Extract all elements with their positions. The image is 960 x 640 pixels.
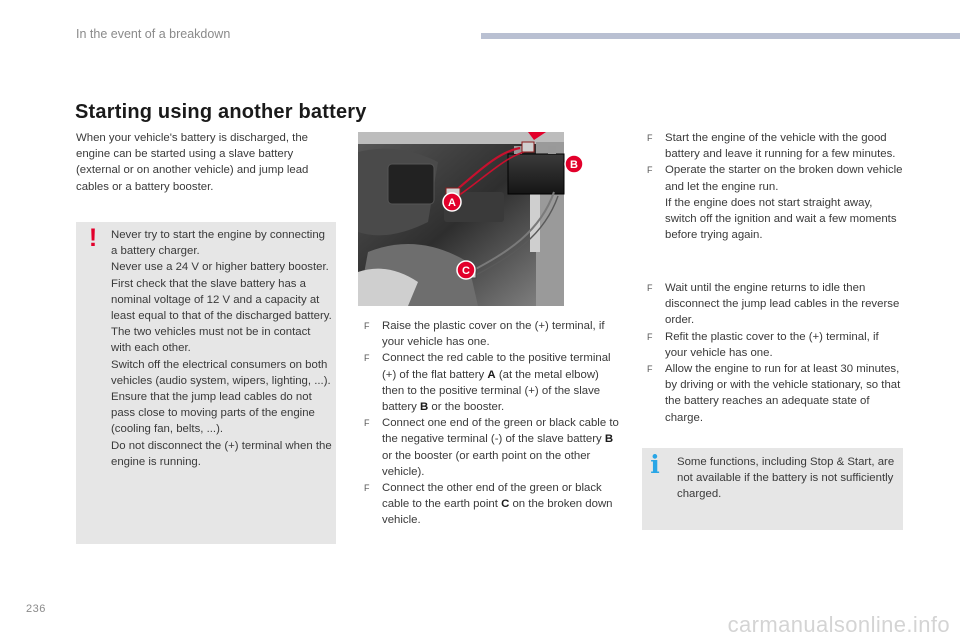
bullet-icon: F xyxy=(364,353,370,364)
bullet-icon: F xyxy=(647,165,653,176)
steps-right-top xyxy=(647,130,903,243)
list-item: F Connect the other end of the green or black cable to the earth point C on the broken down vehicle. xyxy=(364,482,613,527)
exclamation-icon: ! xyxy=(88,224,98,252)
warning-line: First check that the slave battery has a nominal voltage of 12 V and a capacity at least equal to that of the discharged battery. xyxy=(111,277,332,323)
page-title: Starting using another battery xyxy=(75,101,367,123)
warning-line: Never use a 24 V or higher battery booster. xyxy=(111,261,329,274)
warning-line: Never try to start the engine by connecting a battery charger. xyxy=(111,229,326,258)
intro-paragraph: When your vehicle's battery is discharged, the engine can be started using a slave battery (external or on another vehicle) and jump lead cables or a battery booster. xyxy=(76,132,309,193)
label-b: B xyxy=(570,159,578,171)
list-item: F Wait until the engine returns to idle then disconnect the jump lead cables in the reverse order. xyxy=(647,282,900,327)
steps-right-bottom xyxy=(647,280,903,426)
warning-line: Switch off the electrical consumers on both vehicles (audio system, wipers, lighting, ...). xyxy=(111,358,331,387)
list-item: F Operate the starter on the broken down vehicle and let the engine run. If the engine does not start straight away, switch off the ignition and wait a few moments before trying again. xyxy=(647,164,903,242)
list-item: F Connect one end of the green or black cable to the negative terminal (-) of the slave battery B or the booster (or earth point on the other vehicle). xyxy=(364,417,619,478)
list-item: F Start the engine of the vehicle with the good battery and leave it running for a few minutes. xyxy=(647,132,896,161)
header-bar xyxy=(481,33,960,39)
bullet-icon: F xyxy=(647,364,653,375)
bullet-icon: F xyxy=(364,483,370,494)
jump-start-illustration xyxy=(358,132,578,306)
list-item: F Refit the plastic cover to the (+) terminal, if your vehicle has one. xyxy=(647,330,879,359)
list-item: F Allow the engine to run for at least 30 minutes, by driving or with the vehicle stationary, so that the battery reaches an adequate state of charge. xyxy=(647,363,901,424)
page-number: 236 xyxy=(26,603,46,615)
bullet-icon: F xyxy=(647,283,653,293)
label-c: C xyxy=(462,265,470,277)
bullet-icon: F xyxy=(647,331,653,342)
warning-line: The two vehicles must not be in contact with each other. xyxy=(111,326,311,355)
bullet-icon: F xyxy=(647,133,653,143)
info-box xyxy=(642,448,903,530)
warning-line: Ensure that the jump lead cables do not pass close to moving parts of the engine (cooling fan, belts, ...). xyxy=(111,391,315,436)
warning-text xyxy=(111,227,333,470)
bullet-icon: F xyxy=(364,418,370,429)
engine-bay-drawing xyxy=(358,132,578,306)
bullet-icon: F xyxy=(364,321,370,331)
steps-middle xyxy=(364,318,622,529)
watermark: carmanualsonline.info xyxy=(727,612,950,637)
warning-line: Do not disconnect the (+) terminal when the engine is running. xyxy=(111,439,332,468)
label-a: A xyxy=(448,197,456,209)
section-header-label: In the event of a breakdown xyxy=(76,27,231,41)
info-text: Some functions, including Stop & Start, are not available if the battery is not sufficiently charged. xyxy=(677,456,895,501)
info-icon: i xyxy=(650,450,660,479)
warning-box xyxy=(76,222,336,544)
list-item: F Raise the plastic cover on the (+) terminal, if your vehicle has one. xyxy=(364,320,605,349)
list-item: F Connect the red cable to the positive terminal (+) of the flat battery A (at the metal elbow) then to the positive terminal (+) of the slave battery B or the booster. xyxy=(364,352,611,414)
